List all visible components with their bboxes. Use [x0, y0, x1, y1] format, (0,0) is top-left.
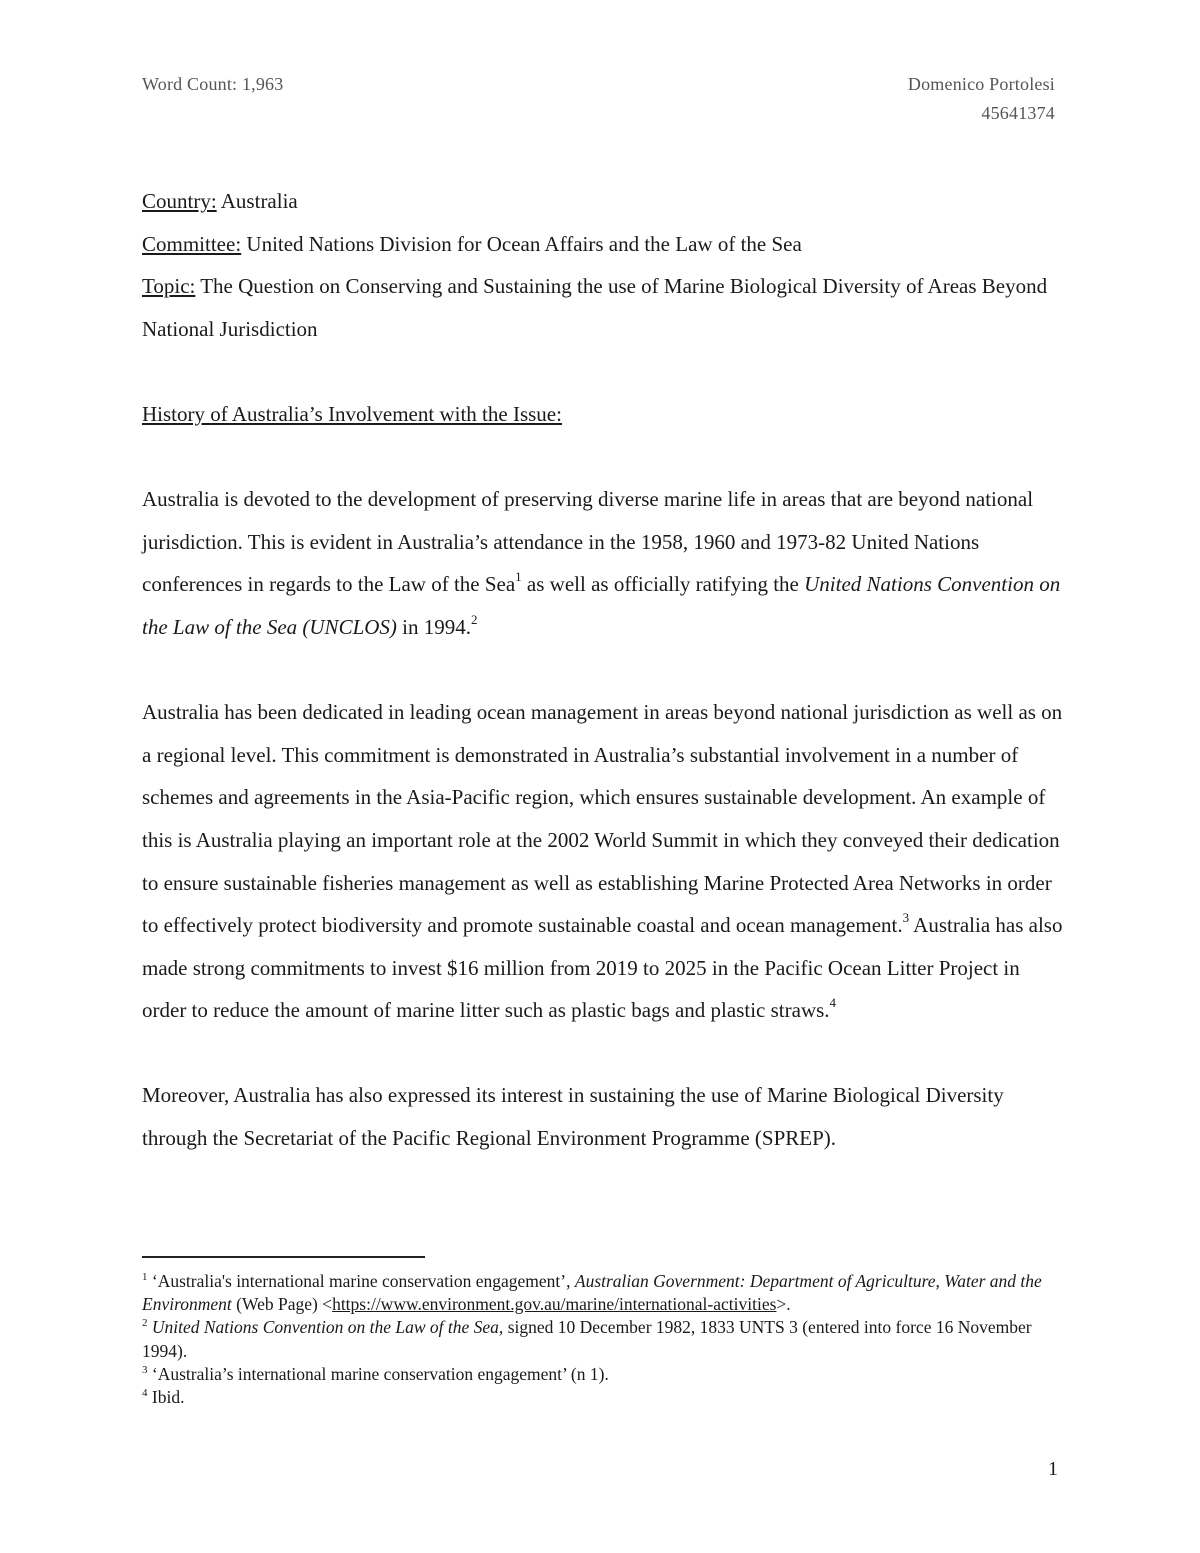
footnote-3-text: ‘Australia’s international marine conservation engagement’ (n 1). — [147, 1363, 609, 1384]
footnote-1-source: Australian Government: Department of Agriculture, Water and the Environment — [142, 1271, 1042, 1315]
footnote-ref-1[interactable]: 1 — [515, 569, 522, 585]
paragraph-1 — [142, 478, 1067, 648]
paragraph-1-text: Australia is devoted to the development of preserving diverse marine life in areas that are beyond national jurisdiction. This is evident in Australia’s attendance in the 1958, 1960 and 1973-82 United Nations conferences in regards to the Law of the Sea — [142, 487, 1034, 597]
footnote-3-number: 3 — [142, 1363, 148, 1376]
page-number: 1 — [1048, 1458, 1058, 1480]
footnote-4 — [142, 1386, 1067, 1409]
footnote-2 — [142, 1316, 1067, 1362]
committee-line — [142, 223, 1067, 266]
document-body — [142, 180, 1067, 1160]
footnote-1-number: 1 — [142, 1271, 148, 1284]
author-name: Domenico Portolesi — [907, 74, 1055, 94]
footnote-2-source: United Nations Convention on the Law of the Sea, — [147, 1317, 504, 1338]
country-value: Australia — [220, 189, 298, 213]
unclos-title: United Nations Convention on the Law of the Sea (UNCLOS) — [142, 572, 1061, 639]
footnote-1 — [142, 1270, 1067, 1316]
country-line — [142, 180, 1067, 223]
paragraph-3: Moreover, Australia has also expressed its interest in sustaining the use of Marine Biological Diversity through the Secretariat of the Pacific Regional Environment Programme (SPREP). — [142, 1083, 1004, 1151]
footnote-2-text: signed 10 December 1982, 1833 UNTS 3 (entered into force 16 November 1994). — [142, 1317, 1032, 1361]
topic-value: The Question on Conserving and Sustaining the use of Marine Biological Diversity of Areas Beyond National Jurisdiction — [142, 274, 1048, 341]
footnote-4-text: Ibid. — [147, 1387, 185, 1408]
footnote-ref-2[interactable]: 2 — [471, 611, 478, 627]
country-label: Country: — [142, 189, 217, 213]
committee-label: Committee: — [142, 231, 242, 256]
topic-label: Topic: — [142, 274, 196, 299]
footnote-ref-4[interactable]: 4 — [829, 995, 837, 1011]
committee-value: United Nations Division for Ocean Affairs and the Law of the Sea — [246, 231, 802, 256]
footnote-2-number: 2 — [142, 1317, 148, 1330]
paragraph-2 — [142, 691, 1067, 1032]
topic-line — [142, 265, 1067, 350]
footnote-1-text-2: (Web Page) < — [231, 1294, 333, 1315]
footnote-3 — [142, 1363, 1067, 1386]
footnote-4-number: 4 — [142, 1387, 148, 1400]
paragraph-1-text-2: as well as officially ratifying the — [521, 572, 805, 597]
paragraph-1-text-3: in 1994. — [396, 614, 472, 639]
footnotes — [142, 1270, 1067, 1409]
section-heading: History of Australia’s Involvement with the Issue: — [142, 401, 562, 426]
footnote-1-link[interactable]: https://www.environment.gov.au/marine/international-activities — [332, 1294, 777, 1315]
footnote-separator — [142, 1256, 425, 1258]
footnote-1-text: ‘Australia's international marine conservation engagement’, — [147, 1271, 575, 1291]
paragraph-2-text: Australia has been dedicated in leading ocean management in areas beyond national jurisdiction as well as on a regional level. This commitment is demonstrated in Australia’s substantial involvement in a number of schemes and agreements in the Asia-Pacific region, which ensures sustainable development. An example of this is Australia playing an important role at the 2002 World Summit in which they conveyed their dedication to ensure sustainable fisheries management as well as establishing Marine Protected Area Networks in order to effectively protect biodiversity and promote sustainable coastal and ocean management. — [142, 700, 1063, 938]
paragraph-2-text-2: Australia has also made strong commitments to invest $16 million from 2019 to 2025 in the Pacific Ocean Litter Project in order to reduce the amount of marine litter such as plastic bags and plastic straws. — [142, 913, 1063, 1023]
word-count: Word Count: 1,963 — [142, 74, 284, 94]
footnote-1-text-3: >. — [776, 1294, 791, 1315]
student-id: 45641374 — [981, 103, 1055, 123]
footnote-ref-3[interactable]: 3 — [902, 910, 910, 926]
